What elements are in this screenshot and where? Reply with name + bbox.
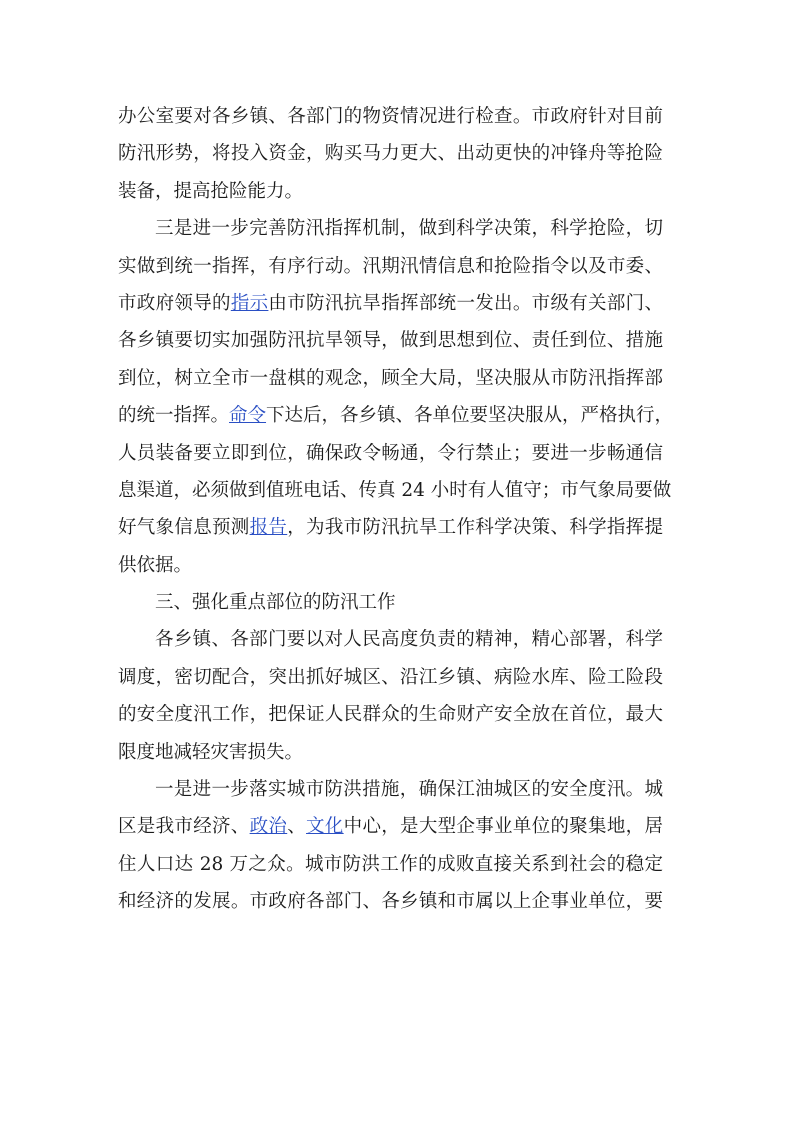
text-line: [118, 435, 663, 472]
text-run: 区是我市经济、: [118, 816, 250, 838]
text-line: [118, 846, 663, 883]
text-line: [118, 98, 663, 135]
text-line: [118, 621, 663, 658]
text-run: 人员装备要立即到位，确保政令畅通，令行禁止；要进一步畅通信: [118, 442, 663, 464]
text-run: 各乡镇、各部门要以对人民高度负责的精神，精心部署，科学: [155, 629, 663, 651]
text-run: 供依据。: [118, 554, 193, 576]
text-run: 住人口达 28 万之众。城市防洪工作的成败直接关系到社会的稳定: [118, 853, 663, 875]
text-line: [118, 696, 663, 733]
text-run: 装备，提高抢险能力。: [118, 180, 304, 202]
text-run: 下达后，各乡镇、各单位要坚决服从，严格执行，: [266, 405, 674, 427]
section-heading: [118, 584, 663, 621]
text-line: [118, 584, 663, 621]
text-run: 一是进一步落实城市防洪措施，确保江油城区的安全度汛。城: [155, 779, 663, 801]
text-run: 防汛形势，将投入资金，购买马力更大、出动更快的冲锋舟等抢险: [118, 143, 663, 165]
text-run: 、: [287, 816, 307, 838]
text-run: 的安全度汛工作，把保证人民群众的生命财产安全放在首位，最大: [118, 704, 663, 726]
paragraph-2: [118, 210, 674, 584]
text-line: [118, 248, 663, 285]
text-run: 办公室要对各乡镇、各部门的物资情况进行检查。市政府针对目前: [118, 106, 663, 127]
text-run: 息渠道，必须做到值班电话、传真 24 小时有人值守；市气象局要做: [118, 479, 672, 501]
document-body: [118, 98, 674, 921]
paragraph-1: [118, 98, 663, 210]
text-line: [118, 397, 674, 434]
text-line: [118, 322, 663, 359]
link-culture[interactable]: 文化: [306, 816, 344, 838]
text-line: [118, 734, 663, 771]
text-line: [118, 808, 663, 845]
text-run: 实做到统一指挥，有序行动。汛期汛情信息和抢险指令以及市委、: [118, 255, 663, 277]
paragraph-5: [118, 771, 663, 921]
text-run: 的统一指挥。: [118, 405, 230, 427]
text-run: 中心，是大型企事业单位的聚集地，居: [343, 816, 663, 838]
text-run: 和经济的发展。市政府各部门、各乡镇和市属以上企事业单位，要: [118, 891, 663, 913]
link-politics[interactable]: 政治: [249, 816, 288, 838]
text-run: 好气象信息预测: [118, 517, 250, 539]
link-order[interactable]: 命令: [229, 405, 267, 427]
text-run: 到位，树立全市一盘棋的观念，顾全大局，坚决服从市防汛指挥部: [118, 367, 663, 389]
link-instruction[interactable]: 指示: [230, 292, 269, 314]
text-line: [118, 135, 663, 172]
text-line: [118, 472, 672, 509]
text-line: [118, 210, 663, 247]
text-run: 各乡镇要切实加强防汛抗旱领导，做到思想到位、责任到位、措施: [118, 330, 663, 352]
heading-text: 三、强化重点部位的防汛工作: [155, 592, 396, 614]
text-run: ，为我市防汛抗旱工作科学决策、科学指挥提: [287, 517, 663, 539]
text-line: [118, 509, 663, 546]
link-report[interactable]: 报告: [249, 517, 288, 539]
text-run: 调度，密切配合，突出抓好城区、沿江乡镇、病险水库、险工险段: [118, 666, 663, 688]
text-line: [118, 771, 663, 808]
text-run: 限度地减轻灾害损失。: [118, 741, 304, 763]
text-run: 由市防汛抗旱指挥部统一发出。市级有关部门、: [268, 292, 663, 314]
text-line: [118, 360, 663, 397]
text-line: [118, 883, 663, 920]
text-run: 市政府领导的: [118, 292, 231, 314]
text-line: [118, 547, 663, 584]
paragraph-4: [118, 621, 663, 771]
text-line: [118, 285, 663, 322]
text-line: [118, 659, 663, 696]
text-line: [118, 173, 663, 210]
text-run: 三是进一步完善防汛指挥机制，做到科学决策，科学抢险，切: [155, 218, 663, 240]
